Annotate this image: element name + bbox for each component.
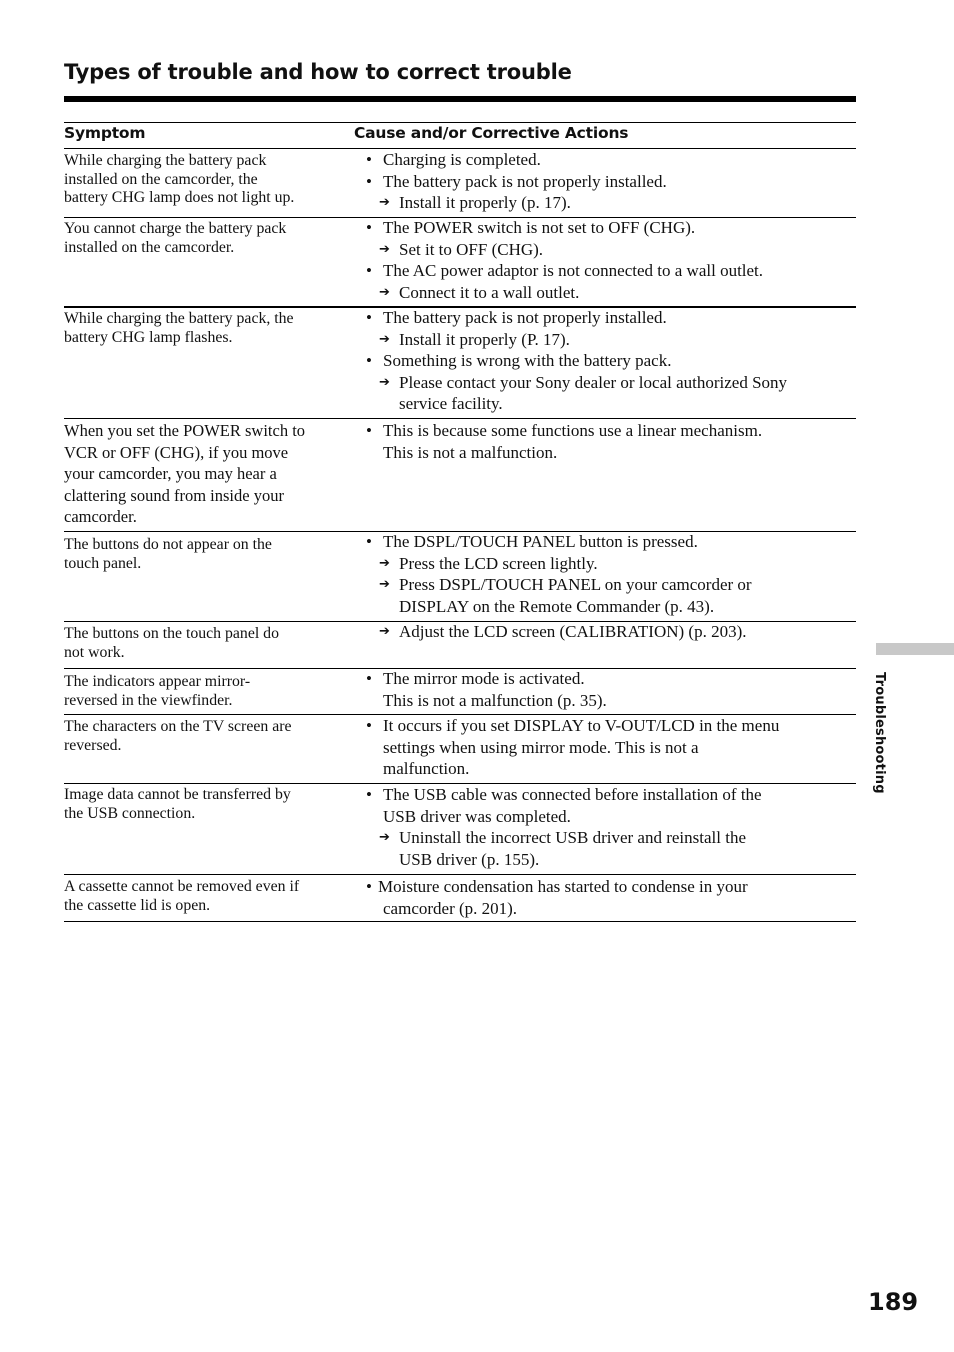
cause-line [366, 260, 860, 282]
symptom-line: The buttons on the touch panel do [64, 625, 279, 642]
arrow-icon: ➔ [379, 555, 390, 571]
symptom-line: battery CHG lamp flashes. [64, 328, 233, 346]
symptom-line: While charging the battery pack [64, 152, 267, 169]
cause-text: Set it to OFF (CHG). [399, 239, 544, 259]
symptom-cell [64, 152, 349, 208]
cause-text: The mirror mode is activated. [383, 669, 585, 688]
cause-text: service facility. [399, 394, 503, 414]
cause-line [366, 171, 860, 193]
symptom-cell [64, 310, 349, 347]
arrow-icon: ➔ [379, 624, 390, 639]
bullet-icon: • [366, 877, 372, 896]
cause-text: DISPLAY on the Remote Commander (p. 43). [399, 596, 715, 616]
cause-text: Press the LCD screen lightly. [399, 553, 598, 573]
cause-line [366, 531, 860, 553]
symptom-cell [64, 536, 349, 573]
symptom-cell [64, 220, 349, 257]
arrow-icon: ➔ [379, 195, 390, 211]
arrow-icon: ➔ [379, 331, 390, 347]
symptom-line: VCR or OFF (CHG), if you move [64, 442, 289, 462]
section-tab [876, 643, 954, 655]
arrow-icon: ➔ [379, 830, 390, 846]
cause-line [366, 372, 860, 394]
cause-text: Adjust the LCD screen (CALIBRATION) (p. 203). [399, 622, 747, 641]
cause-line [366, 420, 860, 442]
symptom-line: installed on the camcorder, the [64, 170, 258, 188]
bullet-icon: • [366, 261, 372, 281]
page-number: 189 [868, 1288, 919, 1316]
cause-line [366, 307, 860, 329]
cause-cell [366, 621, 860, 643]
symptom-line: Image data cannot be transferred by [64, 786, 291, 803]
arrow-icon: ➔ [379, 284, 390, 300]
symptom-line: reversed in the viewfinder. [64, 691, 233, 709]
row-divider [64, 874, 856, 875]
symptom-line: camcorder. [64, 507, 137, 527]
table-top-rule [64, 122, 856, 123]
arrow-icon: ➔ [379, 241, 390, 257]
cause-text: Moisture condensation has started to condense in your [378, 877, 748, 896]
cause-line [366, 217, 860, 239]
symptom-line: installed on the camcorder. [64, 238, 235, 256]
arrow-icon: ➔ [379, 374, 390, 390]
cause-line [366, 758, 860, 780]
bullet-icon: • [366, 421, 372, 440]
bullet-icon: • [366, 785, 372, 804]
cause-cell [366, 149, 860, 214]
cause-text: Connect it to a wall outlet. [399, 282, 580, 302]
column-header-symptom: Symptom [64, 124, 146, 142]
cause-line [366, 898, 860, 920]
symptom-line: The characters on the TV screen are [64, 718, 292, 735]
cause-text: The POWER switch is not set to OFF (CHG). [383, 218, 696, 237]
cause-line [366, 690, 860, 712]
bullet-icon: • [366, 669, 372, 688]
symptom-line: The buttons do not appear on the [64, 536, 272, 553]
cause-text: The AC power adaptor is not connected to a wall outlet. [383, 261, 764, 281]
cause-line [366, 715, 860, 737]
cause-text: This is not a malfunction. [383, 442, 558, 462]
symptom-cell [64, 878, 349, 915]
symptom-line: clattering sound from inside your [64, 485, 284, 505]
cause-line [366, 876, 860, 898]
symptom-line: the USB connection. [64, 804, 196, 822]
cause-line [366, 192, 860, 214]
cause-line [366, 574, 860, 596]
symptom-line: touch panel. [64, 554, 142, 572]
symptom-line: When you set the POWER switch to [64, 421, 306, 440]
cause-line [366, 806, 860, 828]
cause-text: The DSPL/TOUCH PANEL button is pressed. [383, 532, 698, 551]
section-label: Troubleshooting [872, 672, 887, 794]
cause-text: Press DSPL/TOUCH PANEL on your camcorder or [399, 575, 752, 595]
cause-line [366, 350, 860, 372]
cause-text: Charging is completed. [383, 150, 541, 169]
cause-text: The battery pack is not properly installed. [383, 171, 667, 191]
cause-line [366, 393, 860, 415]
cause-line [366, 849, 860, 871]
symptom-line: While charging the battery pack, the [64, 310, 294, 327]
cause-text: The USB cable was connected before installation of the [383, 785, 762, 804]
bullet-icon: • [366, 308, 372, 327]
cause-text: This is because some functions use a linear mechanism. [383, 421, 763, 440]
cause-cell [366, 715, 860, 780]
symptom-line: A cassette cannot be removed even if [64, 878, 300, 895]
cause-text: Something is wrong with the battery pack. [383, 351, 672, 371]
cause-cell [366, 420, 860, 463]
cause-line [366, 827, 860, 849]
symptom-line: your camcorder, you may hear a [64, 464, 277, 484]
cause-line [366, 282, 860, 304]
cause-text: malfunction. [383, 759, 470, 779]
symptom-line: the cassette lid is open. [64, 896, 211, 914]
cause-line [366, 442, 860, 464]
symptom-line: You cannot charge the battery pack [64, 220, 287, 237]
cause-line [366, 239, 860, 261]
cause-text: This is not a malfunction (p. 35). [383, 690, 607, 710]
symptom-line: reversed. [64, 736, 122, 754]
cause-cell [366, 307, 860, 415]
cause-line [366, 737, 860, 759]
cause-text: camcorder (p. 201). [383, 898, 518, 918]
cause-line [366, 668, 860, 690]
cause-text: Uninstall the incorrect USB driver and reinstall the [399, 828, 746, 848]
cause-text: The battery pack is not properly installed. [383, 308, 667, 327]
bullet-icon: • [366, 351, 372, 371]
bullet-icon: • [366, 171, 372, 191]
cause-text: USB driver (p. 155). [399, 849, 540, 869]
symptom-cell [64, 786, 349, 823]
cause-cell [366, 531, 860, 617]
cause-cell [366, 784, 860, 870]
title-rule [64, 96, 856, 102]
arrow-icon: ➔ [379, 577, 390, 593]
cause-cell [366, 876, 860, 919]
bullet-icon: • [366, 218, 372, 237]
cause-text: Please contact your Sony dealer or local authorized Sony [399, 372, 788, 392]
cause-line [366, 149, 860, 171]
bullet-icon: • [366, 532, 372, 551]
symptom-cell [64, 420, 349, 528]
cause-text: USB driver was completed. [383, 806, 571, 826]
symptom-cell [64, 718, 349, 755]
symptom-line: not work. [64, 643, 125, 661]
bullet-icon: • [366, 150, 372, 169]
symptom-cell [64, 625, 349, 662]
cause-line [366, 621, 860, 643]
cause-line [366, 329, 860, 351]
symptom-line: battery CHG lamp does not light up. [64, 189, 295, 206]
symptom-line: The indicators appear mirror- [64, 673, 251, 690]
cause-line [366, 596, 860, 618]
row-divider [64, 418, 856, 419]
cause-cell [366, 217, 860, 303]
cause-line [366, 553, 860, 575]
row-divider [64, 921, 856, 922]
symptom-cell [64, 673, 349, 710]
cause-text: It occurs if you set DISPLAY to V-OUT/LCD in the menu [383, 716, 780, 735]
cause-text: Install it properly (p. 17). [399, 193, 571, 213]
column-header-cause: Cause and/or Corrective Actions [354, 124, 629, 142]
bullet-icon: • [366, 716, 372, 735]
cause-cell [366, 668, 860, 711]
cause-text: Install it properly (P. 17). [399, 329, 570, 349]
cause-text: settings when using mirror mode. This is not a [383, 737, 699, 757]
cause-line [366, 784, 860, 806]
page-title: Types of trouble and how to correct trouble [64, 60, 572, 84]
